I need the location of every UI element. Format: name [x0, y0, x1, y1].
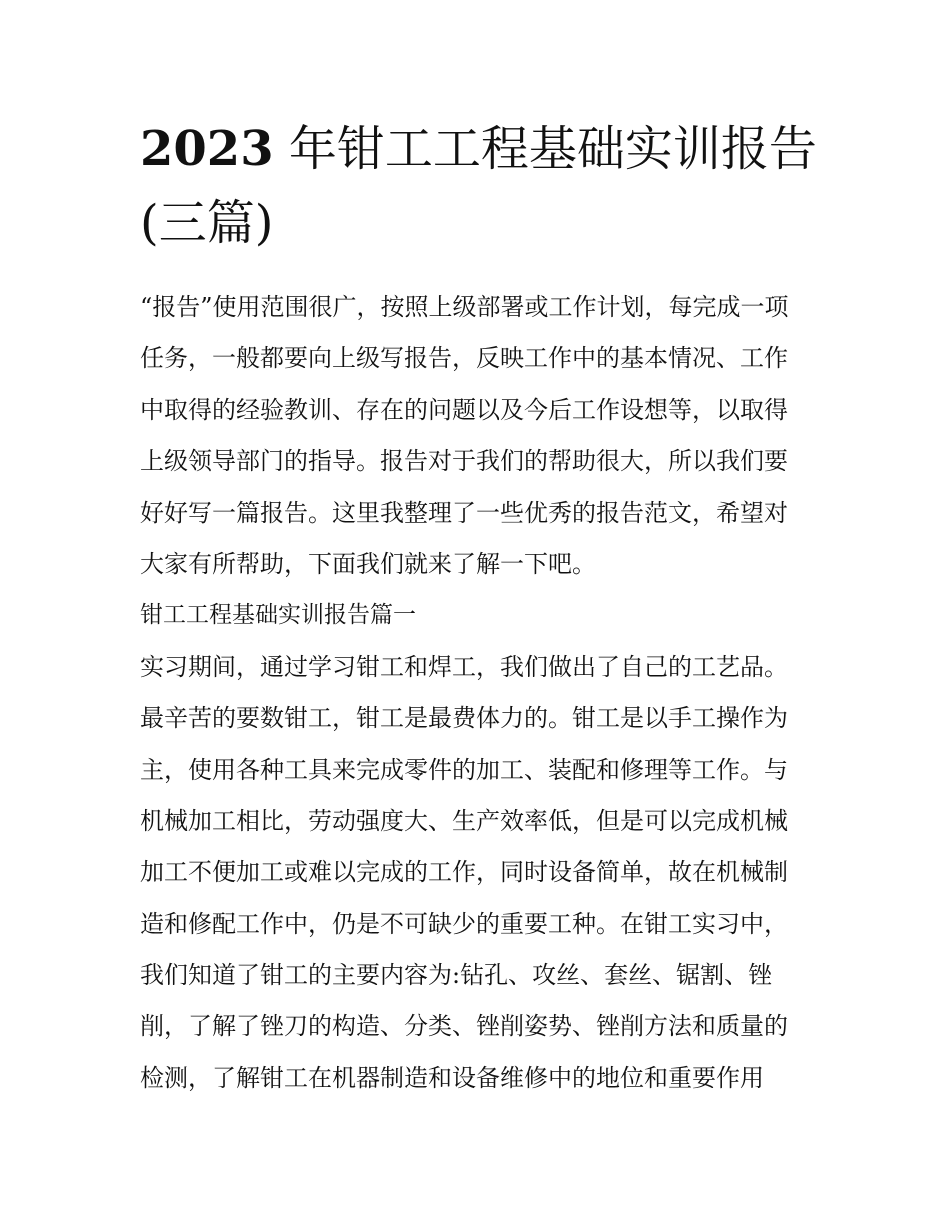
intro-paragraph: [140, 282, 815, 590]
intro-line: 大家有所帮助，下面我们就来了解一下吧。: [140, 549, 596, 578]
intro-line: 好好写一篇报告。这里我整理了一些优秀的报告范文，希望对: [140, 498, 788, 527]
document-title: [140, 112, 815, 260]
section-line: 削，了解了锉刀的构造、分类、锉削姿势、锉削方法和质量的: [140, 1012, 788, 1041]
section-line: 造和修配工作中，仍是不可缺少的重要工种。在钳工实习中，: [140, 909, 788, 938]
section-line: 最辛苦的要数钳工，钳工是最费体力的。钳工是以手工操作为: [140, 704, 788, 733]
section-line: 主，使用各种工具来完成零件的加工、装配和修理等工作。与: [140, 755, 788, 784]
title-year: 2023: [140, 121, 274, 177]
title-line-2: (三篇): [140, 195, 274, 251]
intro-line: “报告”使用范围很广，按照上级部署或工作计划，每完成一项: [140, 293, 789, 321]
document-body: [140, 282, 815, 1104]
section-line: 我们知道了钳工的主要内容为:钻孔、攻丝、套丝、锯割、锉: [140, 961, 773, 990]
intro-line: 中取得的经验教训、存在的问题以及今后工作设想等，以取得: [140, 395, 788, 424]
section-line: 实习期间，通过学习钳工和焊工，我们做出了自己的工艺品。: [140, 652, 788, 681]
section-line: 检测，了解钳工在机器制造和设备维修中的地位和重要作用: [140, 1063, 764, 1092]
intro-line: 上级领导部门的指导。报告对于我们的帮助很大，所以我们要: [140, 447, 788, 476]
document-page: [140, 112, 815, 1104]
section-paragraph: [140, 642, 815, 1105]
intro-line: 任务，一般都要向上级写报告，反映工作中的基本情况、工作: [140, 344, 788, 373]
section-line: 加工不便加工或难以完成的工作，同时设备简单，故在机械制: [140, 858, 788, 887]
section-line: 机械加工相比，劳动强度大、生产效率低，但是可以完成机械: [140, 806, 788, 835]
title-line-1: [140, 112, 815, 186]
section-heading: 钳工工程基础实训报告篇一: [140, 602, 416, 629]
title-main-text: 年钳工工程基础实训报告: [273, 121, 817, 177]
